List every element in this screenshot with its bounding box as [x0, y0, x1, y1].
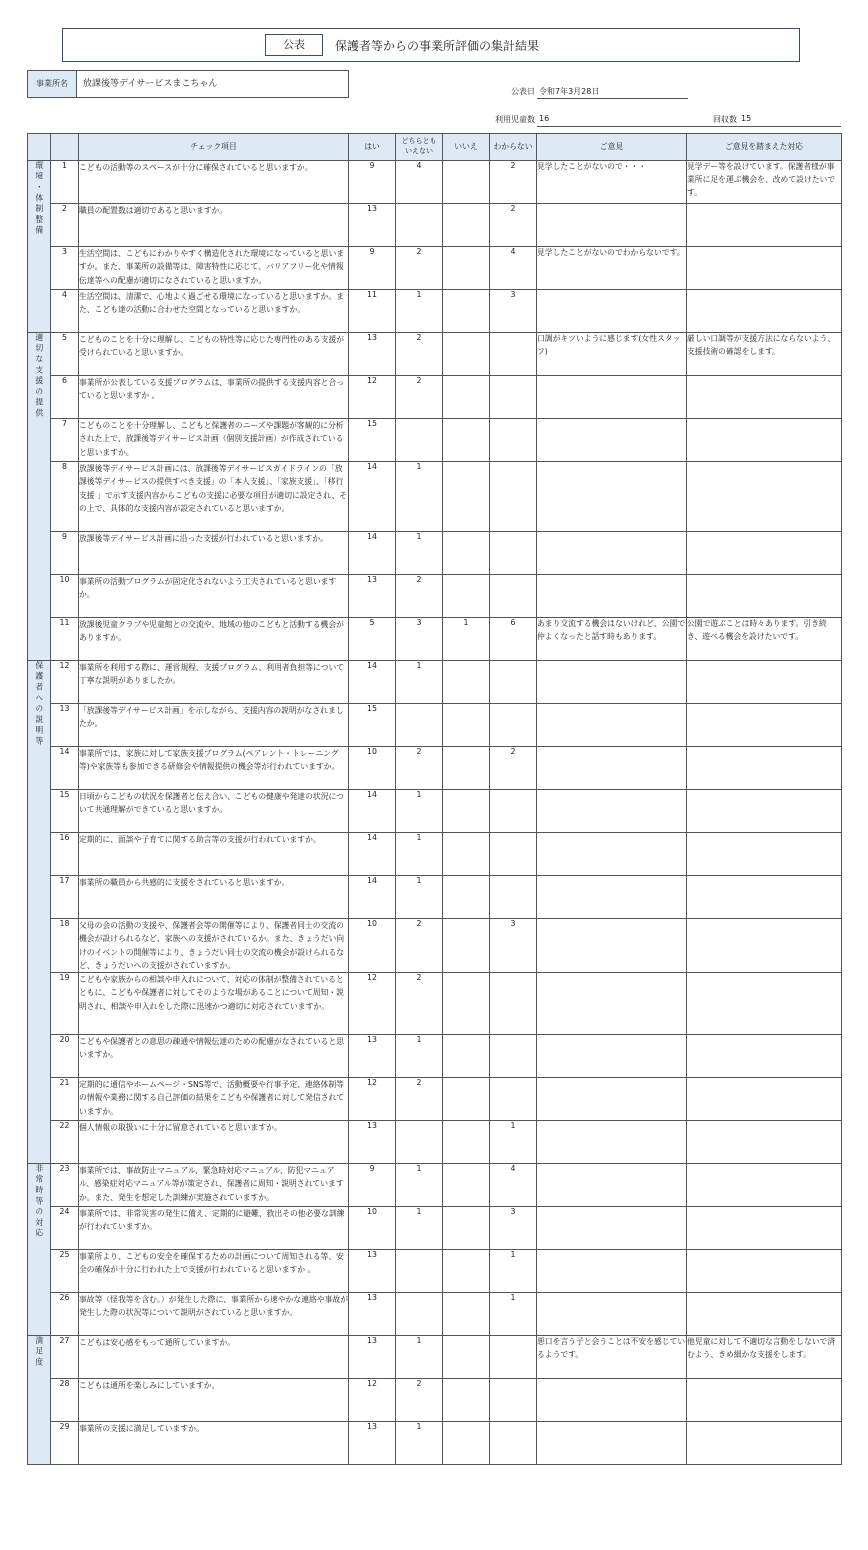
response-cell: 他児童に対して不適切な言動をしないで済むよう、きめ細かな支援をします。: [687, 1336, 842, 1379]
row-number: 25: [51, 1250, 79, 1293]
office-box: [27, 70, 349, 98]
row-number: 14: [51, 747, 79, 790]
table-row: [28, 1207, 842, 1250]
opinion-cell: [537, 204, 687, 247]
check-item: 生活空間は、こどもにわかりやすく構造化された環境になっていると思いますか。また、事業所の設備等は、障害特性に応じて、バリアフリー化や情報伝達等への配慮が適切になされていると思いますか。: [79, 247, 349, 290]
count-no: [443, 247, 490, 290]
count-unknown: [490, 1035, 537, 1078]
count-neither: 1: [396, 1164, 443, 1207]
count-yes: 14: [349, 876, 396, 919]
row-number: 6: [51, 376, 79, 419]
count-no: [443, 973, 490, 1035]
check-item: 事業所では、非常災害の発生に備え、定期的に避難、救出その他必要な訓練が行われていますか。: [79, 1207, 349, 1250]
row-number: 28: [51, 1379, 79, 1422]
table-row: [28, 618, 842, 661]
count-no: [443, 419, 490, 462]
response-cell: [687, 1293, 842, 1336]
check-item: 事故等（怪我等を含む。）が発生した際に、事業所から速やかな連絡や事故が発生した際の状況等について説明がされていると思いますか。: [79, 1293, 349, 1336]
response-cell: [687, 419, 842, 462]
category-label: 環境・体制整備: [34, 161, 44, 237]
count-no: [443, 790, 490, 833]
opinion-cell: [537, 1078, 687, 1121]
table-row: [28, 919, 842, 973]
count-yes: 13: [349, 1293, 396, 1336]
count-yes: 13: [349, 333, 396, 376]
check-item: 放課後等デイサービス計画には、放課後等デイサービスガイドラインの「放課後等デイサービスの提供すべき支援」の「本人支援」、「家族支援」、「移行支援 」で示す支援内容からこどもの支援に必要な項目が適切に設定され、その上で、具体的な支援内容が設定されていると思いますか。: [79, 462, 349, 532]
opinion-cell: [537, 462, 687, 532]
table-row: [28, 575, 842, 618]
check-item: 「放課後等デイサービス計画」を示しながら、支援内容の説明がなされましたか。: [79, 704, 349, 747]
row-number: 10: [51, 575, 79, 618]
count-no: [443, 1207, 490, 1250]
row-number: 23: [51, 1164, 79, 1207]
title-box: [62, 28, 800, 62]
count-neither: 1: [396, 790, 443, 833]
table-row: [28, 290, 842, 333]
opinion-cell: [537, 1207, 687, 1250]
response-cell: [687, 747, 842, 790]
row-number: 2: [51, 204, 79, 247]
response-cell: [687, 575, 842, 618]
count-no: [443, 919, 490, 973]
count-no: [443, 204, 490, 247]
row-number: 24: [51, 1207, 79, 1250]
response-cell: [687, 919, 842, 973]
count-unknown: [490, 1379, 537, 1422]
opinion-cell: [537, 1164, 687, 1207]
count-yes: 10: [349, 1207, 396, 1250]
row-number: 1: [51, 161, 79, 204]
count-neither: [396, 1250, 443, 1293]
count-no: [443, 532, 490, 575]
office-label: 事業所名: [28, 71, 77, 97]
response-cell: [687, 532, 842, 575]
count-yes: 12: [349, 973, 396, 1035]
row-number: 16: [51, 833, 79, 876]
header-no: いいえ: [443, 134, 490, 161]
count-yes: 13: [349, 575, 396, 618]
public-tag: 公表: [265, 34, 323, 56]
count-unknown: [490, 1078, 537, 1121]
count-yes: 9: [349, 247, 396, 290]
count-no: [443, 575, 490, 618]
opinion-cell: [537, 1250, 687, 1293]
row-number: 22: [51, 1121, 79, 1164]
category-cell: [28, 333, 51, 661]
responses-label: 回収数: [713, 115, 737, 124]
category-cell: [28, 1164, 51, 1336]
opinion-cell: [537, 833, 687, 876]
children-count: 16: [539, 114, 550, 123]
check-item: 日頃からこどもの状況を保護者と伝え合い、こどもの健康や発達の状況について共通理解ができていると思いますか。: [79, 790, 349, 833]
response-cell: [687, 1422, 842, 1465]
count-unknown: [490, 1422, 537, 1465]
header-check-item: チェック項目: [79, 134, 349, 161]
count-neither: 1: [396, 833, 443, 876]
count-no: [443, 1336, 490, 1379]
row-number: 8: [51, 462, 79, 532]
row-number: 29: [51, 1422, 79, 1465]
check-item: こどもや家族からの相談や申入れについて、対応の体制が整備されているとともに、こどもや保護者に対してそのような場があることについて周知・説明され、相談や申入れをした際に迅速かつ適切に対応されていますか。: [79, 973, 349, 1035]
count-unknown: 2: [490, 204, 537, 247]
header-unknown: わからない: [490, 134, 537, 161]
page-title: 保護者等からの事業所評価の集計結果: [335, 39, 540, 53]
response-cell: 公園で遊ぶことは時々あります。引き続き、遊べる機会を設けたいです。: [687, 618, 842, 661]
pub-date-label: 公表日: [511, 87, 535, 96]
response-cell: [687, 376, 842, 419]
check-item: 放課後児童クラブや児童館との交流や、地域の他のこどもと活動する機会がありますか。: [79, 618, 349, 661]
count-no: [443, 1379, 490, 1422]
table-row: [28, 790, 842, 833]
pub-date: 令和7年3月28日: [539, 87, 600, 96]
children-underline: [537, 126, 688, 127]
count-yes: 14: [349, 661, 396, 704]
children-label: 利用児童数: [495, 115, 535, 124]
table-row: [28, 1336, 842, 1379]
response-cell: [687, 204, 842, 247]
count-yes: 14: [349, 833, 396, 876]
row-number: 12: [51, 661, 79, 704]
response-cell: [687, 462, 842, 532]
row-number: 19: [51, 973, 79, 1035]
count-yes: 9: [349, 161, 396, 204]
category-cell: [28, 1336, 51, 1465]
count-neither: 3: [396, 618, 443, 661]
header-response: ご意見を踏まえた対応: [687, 134, 842, 161]
count-yes: 12: [349, 1078, 396, 1121]
count-no: [443, 1078, 490, 1121]
count-yes: 13: [349, 1336, 396, 1379]
response-cell: [687, 1078, 842, 1121]
check-item: 事業所の活動プログラムが固定化されないよう工夫されていると思いますか。: [79, 575, 349, 618]
count-no: [443, 876, 490, 919]
check-item: 事業所が公表している支援プログラムは、事業所の提供する支援内容と合っていると思いますか 。: [79, 376, 349, 419]
category-label: 適切な支援の提供: [34, 333, 44, 420]
count-neither: [396, 1121, 443, 1164]
count-no: [443, 1164, 490, 1207]
count-yes: 14: [349, 462, 396, 532]
count-no: [443, 462, 490, 532]
count-no: [443, 704, 490, 747]
check-item: こどもの活動等のスペースが十分に確保されていると思いますか。: [79, 161, 349, 204]
table-row: [28, 1379, 842, 1422]
opinion-cell: [537, 575, 687, 618]
count-unknown: 4: [490, 1164, 537, 1207]
header-neither: どちらとも いえない: [396, 134, 443, 161]
table-row: [28, 161, 842, 204]
response-cell: [687, 1250, 842, 1293]
response-cell: [687, 704, 842, 747]
count-yes: 14: [349, 790, 396, 833]
count-neither: 1: [396, 462, 443, 532]
opinion-cell: 口調がキツいように感じます(女性スタッフ): [537, 333, 687, 376]
responses-count: 15: [741, 114, 752, 123]
office-name: 放課後等デイサービスまこちゃん: [83, 79, 218, 89]
count-neither: 2: [396, 376, 443, 419]
opinion-cell: [537, 876, 687, 919]
opinion-cell: [537, 290, 687, 333]
response-cell: [687, 1379, 842, 1422]
responses-underline: [688, 126, 841, 127]
category-cell: [28, 661, 51, 1164]
opinion-cell: [537, 1422, 687, 1465]
opinion-cell: [537, 973, 687, 1035]
count-neither: [396, 419, 443, 462]
table-header-row: [28, 134, 842, 161]
count-yes: 12: [349, 376, 396, 419]
row-number: 9: [51, 532, 79, 575]
opinion-cell: [537, 1379, 687, 1422]
opinion-cell: 見学したことがないのでわからないです。: [537, 247, 687, 290]
check-item: こどものことを十分理解し、こどもと保護者のニーズや課題が客観的に分析された上で、放課後等デイサービス計画（個別支援計画）が作成されていると思いますか。: [79, 419, 349, 462]
count-neither: 1: [396, 1422, 443, 1465]
row-number: 21: [51, 1078, 79, 1121]
count-yes: 13: [349, 1121, 396, 1164]
count-unknown: [490, 876, 537, 919]
count-unknown: 3: [490, 1207, 537, 1250]
response-cell: [687, 790, 842, 833]
row-number: 13: [51, 704, 79, 747]
opinion-cell: [537, 376, 687, 419]
row-number: 18: [51, 919, 79, 973]
opinion-cell: 見学したことがないので・・・: [537, 161, 687, 204]
response-cell: [687, 973, 842, 1035]
category-label: 保護者への説明等: [34, 661, 44, 748]
row-number: 5: [51, 333, 79, 376]
count-neither: 1: [396, 1035, 443, 1078]
table-row: [28, 876, 842, 919]
count-unknown: [490, 376, 537, 419]
check-item: 放課後等デイサービス計画に沿った支援が行われていると思いますか。: [79, 532, 349, 575]
count-no: [443, 376, 490, 419]
pub-date-underline: [537, 98, 688, 99]
table-row: [28, 747, 842, 790]
count-unknown: 1: [490, 1293, 537, 1336]
check-item: 定期的に通信やホームページ・SNS等で、活動概要や行事予定、連絡体制等の情報や業務に関する自己評価の結果をこどもや保護者に対して発信されていますか。: [79, 1078, 349, 1121]
count-unknown: [490, 704, 537, 747]
check-item: 事業所の支援に満足していますか。: [79, 1422, 349, 1465]
count-no: [443, 161, 490, 204]
response-cell: [687, 661, 842, 704]
response-cell: [687, 1207, 842, 1250]
count-neither: 2: [396, 247, 443, 290]
response-cell: [687, 290, 842, 333]
count-no: [443, 333, 490, 376]
table-row: [28, 704, 842, 747]
count-unknown: 3: [490, 290, 537, 333]
count-no: [443, 1035, 490, 1078]
count-unknown: 3: [490, 919, 537, 973]
check-item: こどもや保護者との意思の疎通や情報伝達のための配慮がなされていると思いますか。: [79, 1035, 349, 1078]
count-neither: 2: [396, 1379, 443, 1422]
count-no: [443, 833, 490, 876]
category-cell: [28, 161, 51, 333]
count-no: [443, 661, 490, 704]
count-neither: 1: [396, 1207, 443, 1250]
header-category: [28, 134, 51, 161]
response-cell: [687, 1164, 842, 1207]
opinion-cell: [537, 790, 687, 833]
count-no: [443, 1293, 490, 1336]
count-yes: 15: [349, 419, 396, 462]
count-no: 1: [443, 618, 490, 661]
count-yes: 14: [349, 532, 396, 575]
count-neither: 2: [396, 747, 443, 790]
count-neither: 1: [396, 876, 443, 919]
table-row: [28, 532, 842, 575]
table-row: [28, 1422, 842, 1465]
count-yes: 9: [349, 1164, 396, 1207]
row-number: 7: [51, 419, 79, 462]
count-neither: 1: [396, 1336, 443, 1379]
table-row: [28, 1078, 842, 1121]
check-item: こどものことを十分に理解し、こどもの特性等に応じた専門性のある支援が受けられていると思いますか。: [79, 333, 349, 376]
count-yes: 13: [349, 1250, 396, 1293]
check-item: 生活空間は、清潔で、心地よく過ごせる環境になっていると思いますか。また、こども達の活動に合わせた空間となっていると思いますか。: [79, 290, 349, 333]
check-item: 父母の会の活動の支援や、保護者会等の開催等により、保護者同士の交流の機会が設けられるなど、家族への支援がされているか。また、きょうだい向けのイベントの開催等により、きょうだい同士の交流の機会が設けられるなど、きょうだいへの支援がされていますか。: [79, 919, 349, 973]
count-neither: [396, 1293, 443, 1336]
count-unknown: [490, 575, 537, 618]
opinion-cell: [537, 1293, 687, 1336]
count-no: [443, 290, 490, 333]
count-unknown: 1: [490, 1121, 537, 1164]
row-number: 11: [51, 618, 79, 661]
count-unknown: 6: [490, 618, 537, 661]
count-unknown: [490, 790, 537, 833]
check-item: 事業所では、家族に対して家族支援プログラム(ペアレント・トレーニング等)や家族等も参加できる研修会や情報提供の機会等が行われていますか。: [79, 747, 349, 790]
response-cell: [687, 876, 842, 919]
count-unknown: [490, 532, 537, 575]
count-unknown: [490, 419, 537, 462]
opinion-cell: [537, 1121, 687, 1164]
category-label: 満足度: [34, 1336, 44, 1369]
response-cell: 見学デー等を設けています。保護者様が事業所に足を運ぶ機会を、改めて設けたいです。: [687, 161, 842, 204]
response-cell: [687, 247, 842, 290]
count-neither: 4: [396, 161, 443, 204]
table-row: [28, 1035, 842, 1078]
count-yes: 5: [349, 618, 396, 661]
opinion-cell: [537, 704, 687, 747]
header-opinion: ご意見: [537, 134, 687, 161]
row-number: 20: [51, 1035, 79, 1078]
count-unknown: 2: [490, 747, 537, 790]
count-unknown: [490, 462, 537, 532]
opinion-cell: [537, 747, 687, 790]
count-neither: 1: [396, 532, 443, 575]
count-neither: [396, 204, 443, 247]
row-number: 15: [51, 790, 79, 833]
count-yes: 13: [349, 1422, 396, 1465]
count-no: [443, 1250, 490, 1293]
response-cell: 厳しい口調等が支援方法にならないよう、支援技術の確認をします。: [687, 333, 842, 376]
count-neither: 2: [396, 1078, 443, 1121]
count-neither: 2: [396, 973, 443, 1035]
table-row: [28, 247, 842, 290]
header-yes: はい: [349, 134, 396, 161]
count-no: [443, 1121, 490, 1164]
category-label: 非常時等の対応: [34, 1164, 44, 1240]
row-number: 27: [51, 1336, 79, 1379]
count-unknown: 4: [490, 247, 537, 290]
opinion-cell: [537, 661, 687, 704]
check-item: こどもは安心感をもって通所していますか。: [79, 1336, 349, 1379]
count-neither: 2: [396, 575, 443, 618]
row-number: 3: [51, 247, 79, 290]
table-row: [28, 1121, 842, 1164]
count-neither: 1: [396, 290, 443, 333]
count-yes: 12: [349, 1379, 396, 1422]
count-no: [443, 747, 490, 790]
count-unknown: 1: [490, 1250, 537, 1293]
count-yes: 10: [349, 747, 396, 790]
check-item: 事業所では、事故防止マニュアル、緊急時対応マニュアル、防犯マニュアル、感染症対応マニュアル等が策定され、保護者に周知・説明されていますか。また、発生を想定した訓練が実施されていますか。: [79, 1164, 349, 1207]
row-number: 17: [51, 876, 79, 919]
count-unknown: [490, 333, 537, 376]
count-yes: 15: [349, 704, 396, 747]
count-yes: 13: [349, 1035, 396, 1078]
response-cell: [687, 1121, 842, 1164]
table-row: [28, 419, 842, 462]
row-number: 26: [51, 1293, 79, 1336]
count-no: [443, 1422, 490, 1465]
count-neither: 2: [396, 333, 443, 376]
count-yes: 10: [349, 919, 396, 973]
check-item: 個人情報の取扱いに十分に留意されていると思いますか。: [79, 1121, 349, 1164]
count-unknown: [490, 1336, 537, 1379]
table-row: [28, 973, 842, 1035]
table-row: [28, 1250, 842, 1293]
evaluation-table: [27, 133, 842, 1465]
table-row: [28, 1293, 842, 1336]
count-yes: 13: [349, 204, 396, 247]
count-unknown: [490, 833, 537, 876]
check-item: 事業所の職員から共感的に支援をされていると思いますか。: [79, 876, 349, 919]
check-item: 職員の配置数は適切であると思いますか。: [79, 204, 349, 247]
opinion-cell: 悪口を言う子と会うことは不安を感じているようです。: [537, 1336, 687, 1379]
table-row: [28, 333, 842, 376]
opinion-cell: [537, 1035, 687, 1078]
table-row: [28, 204, 842, 247]
check-item: 定期的に、面談や子育てに関する助言等の支援が行われていますか。: [79, 833, 349, 876]
header-number: [51, 134, 79, 161]
count-unknown: [490, 661, 537, 704]
count-unknown: 2: [490, 161, 537, 204]
table-row: [28, 661, 842, 704]
check-item: 事業所より、こどもの安全を確保するための計画について周知される等、安全の確保が十分に行われた上で支援が行われていると思いますか 。: [79, 1250, 349, 1293]
count-neither: [396, 704, 443, 747]
opinion-cell: あまり交流する機会はないけれど、公園で仲よくなったと話す時もあります。: [537, 618, 687, 661]
response-cell: [687, 833, 842, 876]
response-cell: [687, 1035, 842, 1078]
count-neither: 2: [396, 919, 443, 973]
opinion-cell: [537, 532, 687, 575]
count-yes: 11: [349, 290, 396, 333]
table-row: [28, 376, 842, 419]
table-row: [28, 462, 842, 532]
row-number: 4: [51, 290, 79, 333]
count-neither: 1: [396, 661, 443, 704]
table-row: [28, 1164, 842, 1207]
opinion-cell: [537, 419, 687, 462]
opinion-cell: [537, 919, 687, 973]
check-item: 事業所を利用する際に、運営規程、支援プログラム、利用者負担等について丁寧な説明がありましたか。: [79, 661, 349, 704]
table-row: [28, 833, 842, 876]
check-item: こどもは通所を楽しみにしていますか。: [79, 1379, 349, 1422]
count-unknown: [490, 973, 537, 1035]
